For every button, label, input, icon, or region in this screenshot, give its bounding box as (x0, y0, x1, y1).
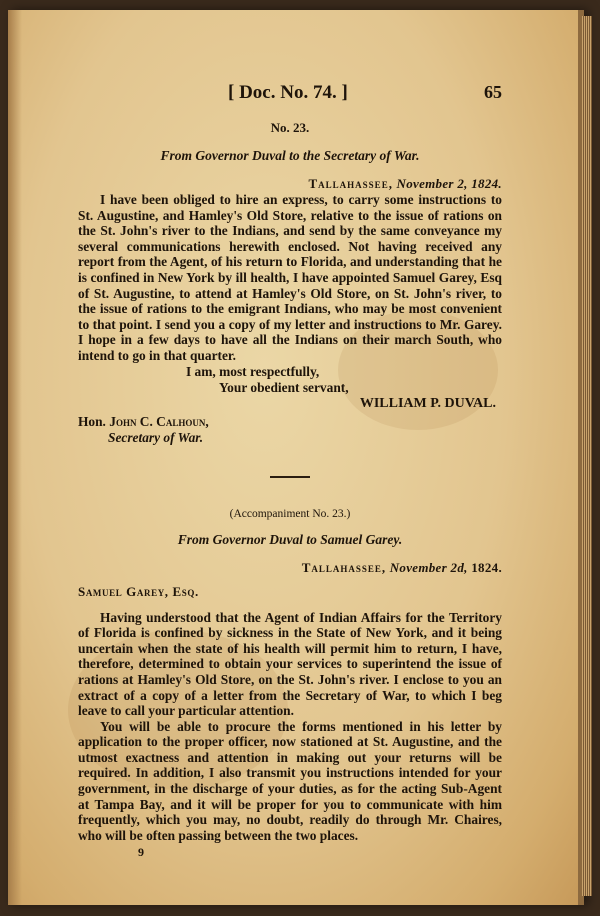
addressee (78, 414, 502, 430)
page-number: 65 (484, 82, 502, 102)
signature: WILLIAM P. DUVAL. (359, 395, 496, 411)
letter-title: From Governor Duval to the Secretary of War. (160, 148, 420, 163)
doc-number: [ Doc. No. 74. ] (228, 82, 348, 103)
letter-body: Having understood that the Agent of Indian Affairs for the Territory of Florida is confined by sickness in the State of New York, and it being uncertain when the state of his health will permit him to return, I have, therefore, determined to obtain your services to superintend the issue of rations at Hamley's Old Store, on the St. John's river. I enclose to you an extract of a copy of a letter from the Secretary of War, to which I beg leave to call your particular attention. (78, 609, 502, 719)
date-place: Tallahassee, (308, 176, 393, 191)
book-page (8, 10, 584, 905)
running-head (78, 82, 502, 106)
addressee-title: Secretary of War. (108, 429, 204, 445)
page-spine-shadow (8, 10, 22, 905)
salutation: Samuel Garey, Esq. (78, 583, 199, 599)
letter-body: I have been obliged to hire an express, to carry some instructions to St. Augustine, and Hamley's Old Store, relative to the issue of rations on the St. John's river to the Indians, and send by the same conveyance my several communications herewith enclosed. Not having received any report from the Agent, of his return to Florida, and understanding that he is confined in New York by ill health, I have appointed Samuel Garey, Esq of St. Augustine, to attend at Hamley's Old Store, on St. John's river, to the issue of rations to the emigrant Indians, who may be most convenient to that point. I send you a copy of my letter and instructions to Mr. Garey. I hope in a few days to have all the Indians on their march South, who intend to go in that quarter. (78, 192, 502, 363)
addressee-prefix: Hon. (78, 413, 106, 429)
closing-line: Your obedient servant, (219, 379, 349, 395)
signature-line (78, 396, 502, 413)
letter-body: You will be able to procure the forms mentioned in his letter by application to the proper officer, now stationed at St. Augustine, and the utmost exactness and attention in making out your returns will be required. In addition, I also transmit you instructions intended for your government, in the discharge of your duties, as for the acting Sub-Agent at Tampa Bay, and it will be proper for you to communicate with him frequently, which you may, no doubt, readily do through Mr. Chaires, who will be often passing between the two places. (78, 718, 502, 843)
closing-line: I am, most respectfully, (186, 363, 320, 379)
letter-dateline (78, 176, 502, 192)
page-content (78, 82, 502, 860)
accompaniment-label: (Accompaniment No. 23.) (229, 507, 351, 520)
section-divider (270, 476, 310, 478)
date: November 2d, (389, 559, 468, 575)
date-place: Tallahassee, (301, 559, 387, 575)
letter-number: No. 23. (270, 120, 310, 135)
date: November 2, 1824. (396, 176, 502, 191)
addressee-name: John C. Calhoun, (109, 413, 209, 429)
date-year: 1824. (471, 559, 502, 575)
printer-signature-mark: 9 (138, 845, 144, 860)
letter-title: From Governor Duval to Samuel Garey. (177, 531, 403, 547)
letter-dateline (78, 560, 502, 576)
page-edges (582, 16, 592, 896)
